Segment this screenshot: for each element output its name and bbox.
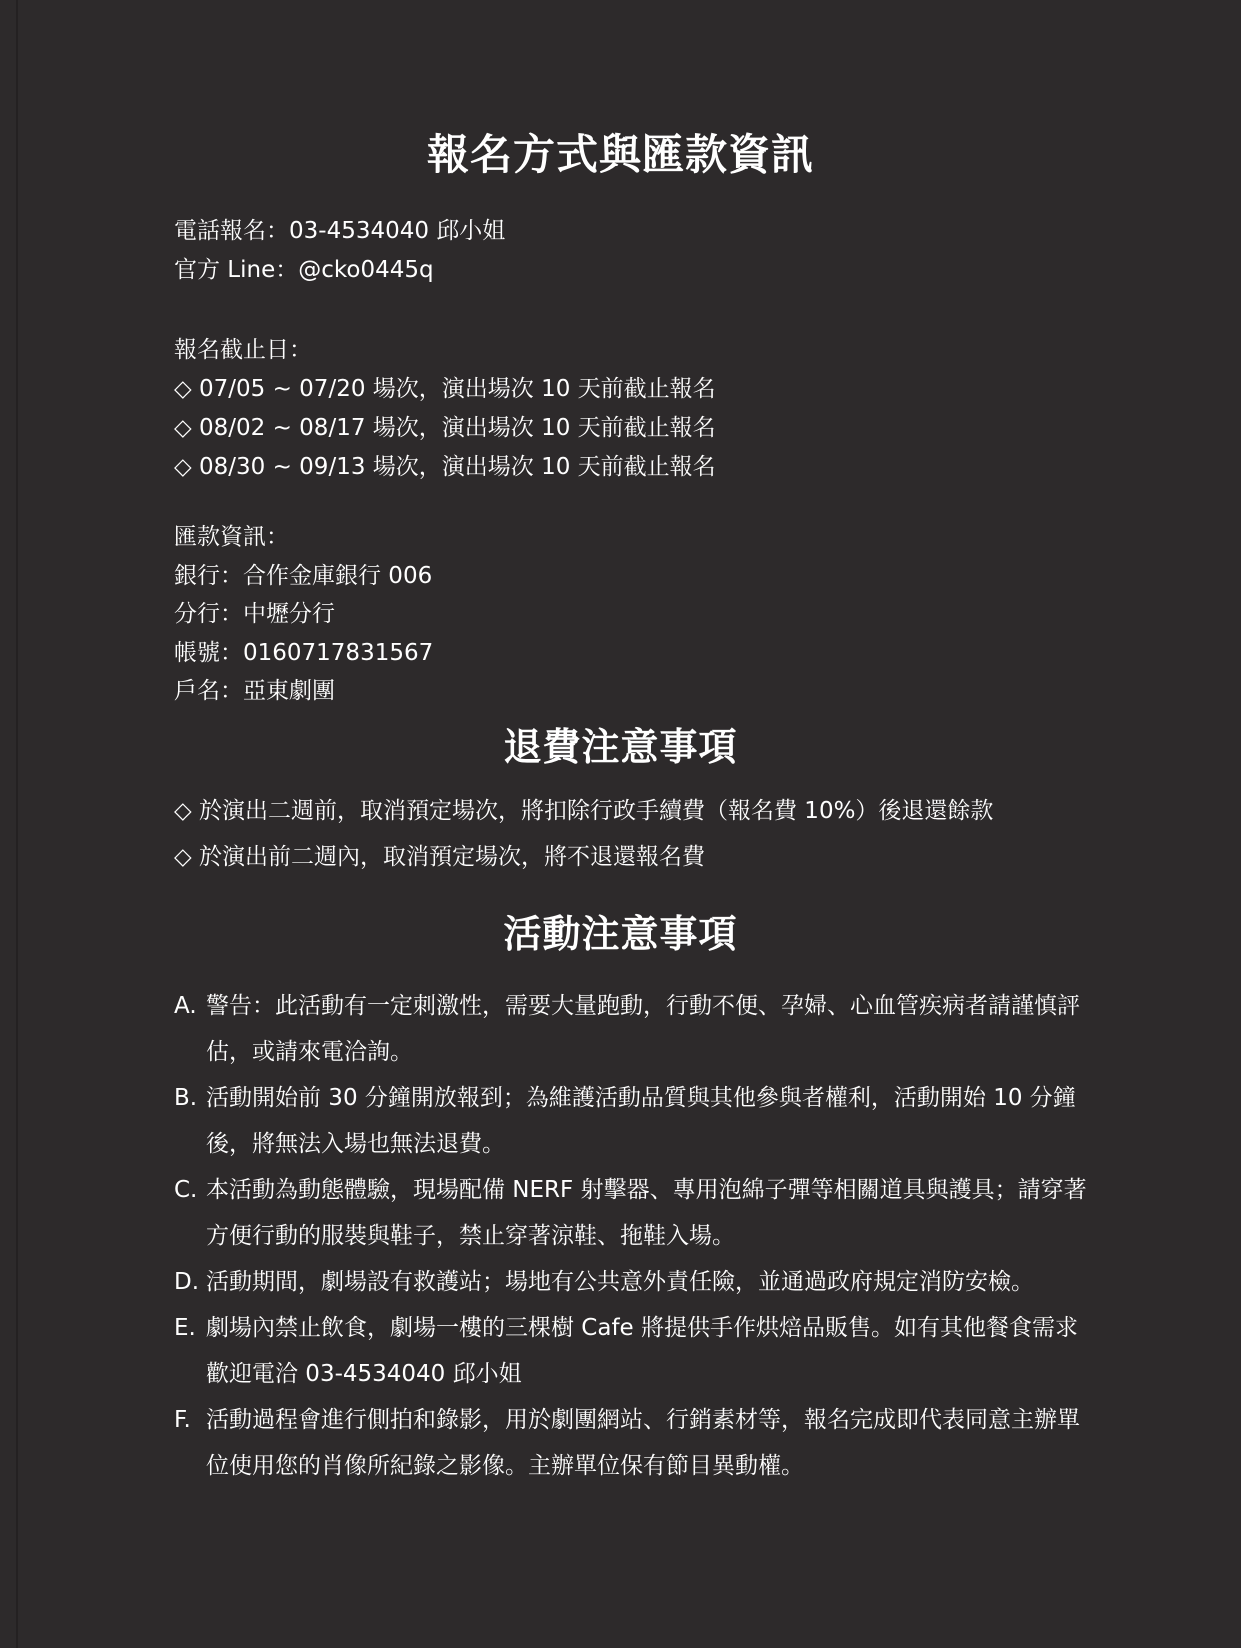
- activity-notes-title: 活動注意事項: [503, 912, 738, 956]
- line-id-line: 官方 Line：@cko0445q: [174, 257, 434, 283]
- refund-section: [174, 788, 1094, 880]
- note-text: 活動期間，劇場設有救護站；場地有公共意外責任險，並通過政府規定消防安檢。: [206, 1269, 1034, 1295]
- phone-registration-line: 電話報名：03-4534040 邱小姐: [174, 218, 506, 244]
- note-text: 警告：此活動有一定刺激性，需要大量跑動，行動不便、孕婦、心血管疾病者請謹慎評估，或請來電洽詢。: [206, 993, 1080, 1065]
- deadline-label: 報名截止日：: [174, 337, 312, 363]
- note-item-e: [174, 1305, 1094, 1397]
- note-marker: D.: [174, 1269, 200, 1295]
- deadline-item: ◇ 08/02 ~ 08/17 場次，演出場次 10 天前截止報名: [174, 415, 716, 441]
- note-marker: F.: [174, 1407, 191, 1433]
- refund-section-title: 退費注意事項: [503, 725, 738, 769]
- account-holder-line: 戶名：亞東劇團: [174, 678, 335, 704]
- bank-account-line: 帳號：0160717831567: [174, 639, 434, 666]
- note-item-a: [174, 983, 1094, 1075]
- note-text: 活動過程會進行側拍和錄影，用於劇團網站、行銷素材等，報名完成即代表同意主辦單位使用您的肖像所紀錄之影像。主辦單位保有節目異動權。: [206, 1407, 1080, 1479]
- note-marker: C.: [174, 1177, 198, 1203]
- bank-branch-line: 分行：中壢分行: [174, 601, 335, 627]
- note-item-d: [174, 1259, 1094, 1305]
- page-title: 報名方式與匯款資訊: [426, 130, 814, 179]
- activity-notes-list: [174, 983, 1094, 1489]
- refund-item: ◇ 於演出二週前，取消預定場次，將扣除行政手續費（報名費 10%）後退還餘款: [174, 798, 994, 824]
- deadline-item: ◇ 07/05 ~ 07/20 場次，演出場次 10 天前截止報名: [174, 376, 716, 402]
- note-text: 劇場內禁止飲食，劇場一樓的三棵樹 Cafe 將提供手作烘焙品販售。如有其他餐食需求歡迎電洽 03-4534040 邱小姐: [206, 1315, 1079, 1387]
- note-item-f: [174, 1397, 1094, 1489]
- note-item-c: [174, 1167, 1094, 1259]
- deadline-section: [174, 331, 1094, 487]
- note-item-b: [174, 1075, 1094, 1167]
- bank-info-label: 匯款資訊：: [174, 524, 289, 550]
- bank-name-line: 銀行：合作金庫銀行 006: [174, 562, 433, 589]
- bank-info-section: [174, 518, 1094, 711]
- note-marker: A.: [174, 993, 197, 1019]
- note-text: 活動開始前 30 分鐘開放報到；為維護活動品質與其他參與者權利，活動開始 10 分鐘後，將無法入場也無法退費。: [206, 1085, 1076, 1157]
- refund-item: ◇ 於演出前二週內，取消預定場次，將不退還報名費: [174, 844, 705, 870]
- note-marker: E.: [174, 1315, 196, 1341]
- note-marker: B.: [174, 1085, 198, 1111]
- note-text: 本活動為動態體驗，現場配備 NERF 射擊器、專用泡綿子彈等相關道具與護具；請穿著方便行動的服裝與鞋子，禁止穿著涼鞋、拖鞋入場。: [206, 1177, 1087, 1249]
- deadline-item: ◇ 08/30 ~ 09/13 場次，演出場次 10 天前截止報名: [174, 454, 716, 480]
- contact-section: [174, 212, 1094, 290]
